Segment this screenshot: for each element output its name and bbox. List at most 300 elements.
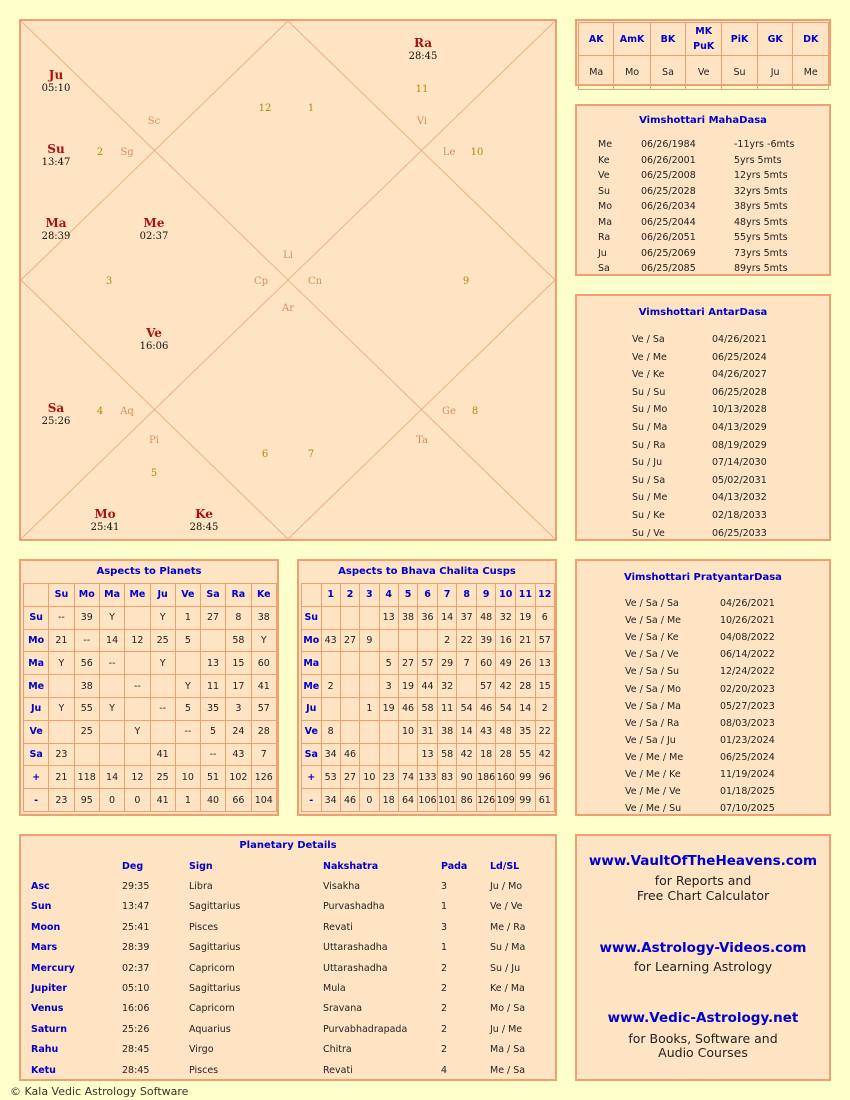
planetary-cell: Sagittarius (189, 983, 241, 994)
table-cell: Y (150, 606, 175, 629)
planetary-cell: 2 (441, 1003, 448, 1015)
table-cell: 44 (418, 675, 438, 698)
planetary-cell: Su / Ju (490, 962, 521, 974)
antardasa-row-cell: Su / Su (632, 386, 666, 398)
planetary-cell: Pisces (189, 921, 219, 933)
pratyantar-row-cell: 04/26/2021 (720, 598, 775, 609)
table-row (302, 766, 555, 789)
table-cell: 46 (340, 743, 359, 766)
antardasa-row-cell: 04/13/2032 (712, 492, 767, 504)
vedic-link[interactable]: www.Vedic-Astrology.net (607, 1010, 799, 1026)
mahadasa-row-cell: 06/26/2001 (641, 154, 696, 166)
antardasa-row-cell: Ve / Me (632, 351, 667, 363)
table-row (302, 720, 555, 743)
table-cell: 27 (200, 606, 225, 629)
antardasa-row-cell: 10/13/2028 (712, 404, 767, 416)
table-cell: 109 (496, 789, 516, 812)
table-cell: 13 (379, 606, 398, 629)
table-row (302, 697, 555, 720)
table-cell (360, 675, 379, 698)
karakas-panel (575, 19, 831, 86)
table-cell (150, 675, 175, 698)
table-cell: 38 (251, 606, 276, 629)
karaka-label: AmK (614, 23, 650, 56)
planet-label: Ra (413, 36, 433, 50)
planet-name: Rahu (31, 1044, 59, 1056)
planetary-cell: Sagittarius (189, 901, 241, 913)
table-cell (125, 743, 150, 766)
karaka-label: AK (579, 23, 614, 56)
row-header: Ju (302, 697, 322, 720)
table-cell: 7 (251, 743, 276, 766)
planetary-header: Ld/SL (490, 861, 520, 872)
table-row (302, 652, 555, 675)
mahadasa-row-cell: 06/25/2008 (641, 170, 696, 181)
pratyantar-row-cell: 01/23/2024 (720, 734, 775, 746)
pratyantar-row-cell: Ve / Sa / Su (625, 666, 679, 678)
planetary-cell: Chitra (323, 1044, 352, 1056)
table-row (302, 675, 555, 698)
pratyantar-row-cell: 04/08/2022 (720, 632, 775, 644)
column-header: 6 (418, 584, 438, 607)
mahadasa-row-cell: -11yrs -6mts (734, 139, 795, 150)
antardasa-row-cell: Su / Ke (632, 510, 665, 521)
table-cell: 102 (226, 766, 251, 789)
sign-label: Ar (281, 303, 295, 314)
karaka-label: BK (650, 23, 685, 56)
mahadasa-row-cell: 89yrs 5mts (734, 263, 788, 274)
mahadasa-row-cell: Me (598, 139, 613, 150)
table-cell: 12 (125, 629, 150, 652)
planetary-cell: Aquarius (189, 1023, 231, 1035)
birth-chart (21, 21, 555, 539)
table-cell: 118 (74, 766, 99, 789)
planetary-cell: Mo / Sa (490, 1003, 526, 1015)
planet-label: Mo (94, 507, 116, 521)
table-cell: 14 (457, 720, 476, 743)
table-row (24, 743, 277, 766)
pratyantar-row-cell: Ve / Sa / Ve (625, 649, 679, 661)
planetary-cell: 2 (441, 983, 448, 994)
table-cell (150, 720, 175, 743)
column-header: 2 (340, 584, 359, 607)
copyright-footer: © Kala Vedic Astrology Software (10, 1085, 189, 1098)
table-cell: 64 (398, 789, 417, 812)
table-cell: Y (125, 720, 150, 743)
table-cell: 40 (200, 789, 225, 812)
table-cell: 83 (437, 766, 457, 789)
planet-name: Ketu (31, 1064, 56, 1076)
pratyantar-row-cell: Ve / Sa / Mo (625, 683, 681, 695)
table-cell: 11 (437, 697, 457, 720)
table-cell (360, 606, 379, 629)
table-cell: 41 (150, 789, 175, 812)
table-cell: 2 (321, 675, 340, 698)
table-cell: 133 (418, 766, 438, 789)
row-header: Mo (24, 629, 49, 652)
table-cell: 9 (360, 629, 379, 652)
table-cell: 41 (251, 675, 276, 698)
mahadasa-row-cell: 06/25/2085 (641, 263, 696, 274)
row-header: - (24, 789, 49, 812)
planetary-cell: Uttarashadha (323, 962, 388, 974)
table-cell: Y (49, 652, 74, 675)
planetary-cell: 28:39 (122, 942, 150, 954)
table-row (24, 652, 277, 675)
planet-label: Me (143, 216, 165, 230)
planet-degree: 25:26 (41, 416, 71, 427)
planetary-cell: Sravana (323, 1003, 363, 1015)
table-cell: 57 (251, 697, 276, 720)
column-header: 7 (437, 584, 457, 607)
house-number: 10 (470, 147, 484, 158)
table-cell: 6 (535, 606, 554, 629)
table-cell: 24 (226, 720, 251, 743)
pratyantar-row-cell: 01/18/2025 (720, 786, 775, 798)
row-header: Su (302, 606, 322, 629)
table-cell: 160 (496, 766, 516, 789)
planetary-cell: 05:10 (122, 983, 150, 994)
pratyantar-row-cell: 10/26/2021 (720, 615, 775, 627)
house-number: 5 (150, 468, 158, 479)
planet-name: Sun (31, 901, 52, 913)
table-cell: 1 (175, 789, 200, 812)
table-cell: 17 (226, 675, 251, 698)
sign-label: Sc (147, 116, 161, 127)
mahadasa-row-cell: Mo (598, 201, 613, 212)
house-number: 7 (307, 449, 315, 460)
column-header: 4 (379, 584, 398, 607)
table-cell: -- (99, 652, 124, 675)
birth-chart-panel (19, 19, 557, 541)
planet-name: Mars (31, 942, 58, 954)
table-cell: 41 (150, 743, 175, 766)
table-cell: 106 (418, 789, 438, 812)
table-cell (74, 743, 99, 766)
pratyantar-row-cell: Ve / Me / Su (625, 803, 682, 815)
planetary-cell: 16:06 (122, 1003, 150, 1015)
table-cell: 48 (496, 720, 516, 743)
table-cell: 12 (125, 766, 150, 789)
planetary-cell: Uttarashadha (323, 942, 388, 954)
planet-degree: 16:06 (139, 341, 169, 352)
column-header: Ju (150, 584, 175, 607)
table-cell (340, 606, 359, 629)
house-number: 1 (307, 103, 315, 114)
planetary-details-panel (19, 834, 557, 1081)
column-header: 8 (457, 584, 476, 607)
planetary-cell: Me / Ra (490, 921, 526, 933)
planetary-cell: Ke / Ma (490, 983, 525, 994)
aspects-planets-panel (19, 559, 279, 816)
column-header: Sa (200, 584, 225, 607)
pratyantar-row-cell: 02/20/2023 (720, 683, 775, 695)
table-row (302, 789, 555, 812)
column-header: Ke (251, 584, 276, 607)
mahadasa-row-cell: 06/25/2028 (641, 185, 696, 197)
column-header (302, 584, 322, 607)
planet-degree: 28:39 (41, 231, 71, 242)
table-cell: 54 (457, 697, 476, 720)
column-header: 11 (516, 584, 535, 607)
table-cell: 18 (379, 789, 398, 812)
planetary-cell: 1 (441, 942, 448, 954)
antardasa-row-cell: 02/18/2033 (712, 510, 767, 521)
table-cell: 27 (340, 766, 359, 789)
column-header: 12 (535, 584, 554, 607)
table-cell: 46 (398, 697, 417, 720)
table-cell: 15 (226, 652, 251, 675)
table-cell: Y (150, 652, 175, 675)
column-header: Mo (74, 584, 99, 607)
table-cell: 5 (175, 629, 200, 652)
house-number: 2 (96, 147, 104, 158)
table-cell (340, 652, 359, 675)
table-cell: 7 (457, 652, 476, 675)
mahadasa-row-cell: 38yrs 5mts (734, 201, 788, 212)
column-header: 1 (321, 584, 340, 607)
antardasa-row-cell: 06/25/2028 (712, 386, 767, 398)
karaka-value: Ma (579, 56, 614, 90)
table-cell: 18 (476, 743, 496, 766)
table-cell: 27 (340, 629, 359, 652)
table-cell: -- (200, 743, 225, 766)
table-cell: Y (251, 629, 276, 652)
table-cell: 26 (516, 652, 535, 675)
planetary-header: Nakshatra (323, 861, 379, 872)
planet-name: Asc (31, 881, 50, 892)
table-cell: 3 (379, 675, 398, 698)
table-row (302, 606, 555, 629)
planetary-cell: Visakha (323, 881, 361, 892)
table-cell: 0 (125, 789, 150, 812)
planetary-cell: Ju / Mo (490, 881, 523, 892)
row-header: Ju (24, 697, 49, 720)
column-header: Ve (175, 584, 200, 607)
mahadasa-row-cell: Su (598, 185, 611, 197)
table-cell: 13 (418, 743, 438, 766)
column-header: Su (49, 584, 74, 607)
table-cell: 55 (74, 697, 99, 720)
table-cell: 95 (74, 789, 99, 812)
antardasa-title: Vimshottari AntarDasa (638, 307, 768, 318)
table-cell: 32 (496, 606, 516, 629)
table-cell: 13 (200, 652, 225, 675)
antardasa-row-cell: 04/26/2027 (712, 369, 767, 381)
column-header: 3 (360, 584, 379, 607)
table-row (24, 766, 277, 789)
karaka-label: DK (793, 23, 829, 56)
mahadasa-row-cell: 55yrs 5mts (734, 232, 788, 243)
pratyantar-row-cell: Ve / Sa / Ju (625, 734, 676, 746)
planet-name: Jupiter (31, 983, 68, 994)
planet-degree: 25:41 (90, 522, 120, 533)
karaka-value: Mo (614, 56, 650, 90)
antardasa-row-cell: 05/02/2031 (712, 474, 767, 486)
table-cell: 25 (74, 720, 99, 743)
antardasa-row-cell: 06/25/2033 (712, 527, 767, 539)
table-cell: 46 (340, 789, 359, 812)
table-cell: 14 (437, 606, 457, 629)
karaka-value: Su (722, 56, 758, 90)
row-header: - (302, 789, 322, 812)
table-cell: 38 (74, 675, 99, 698)
table-cell: 28 (251, 720, 276, 743)
antardasa-row-cell: Su / Mo (632, 404, 668, 416)
table-cell: 86 (457, 789, 476, 812)
table-cell: 104 (251, 789, 276, 812)
pratyantar-row-cell: 12/24/2022 (720, 666, 775, 678)
antardasa-row-cell: 06/25/2024 (712, 351, 767, 363)
table-cell (49, 720, 74, 743)
table-cell: 39 (74, 606, 99, 629)
table-cell: 39 (476, 629, 496, 652)
table-row (302, 743, 555, 766)
mahadasa-row-cell: 73yrs 5mts (734, 247, 788, 259)
planetary-cell: Ma / Sa (490, 1044, 526, 1056)
antardasa-row-cell: 07/14/2030 (712, 457, 767, 469)
karaka-value: Ve (686, 56, 722, 90)
house-number: 12 (258, 103, 272, 114)
table-cell: 5 (200, 720, 225, 743)
aspects-planets-table (23, 583, 277, 812)
table-cell: -- (74, 629, 99, 652)
table-cell: 49 (496, 652, 516, 675)
table-cell (99, 720, 124, 743)
row-header: Me (24, 675, 49, 698)
sign-label: Pi (149, 435, 159, 446)
table-cell: 58 (418, 697, 438, 720)
table-cell (418, 629, 438, 652)
row-header: + (24, 766, 49, 789)
planetary-cell: 4 (441, 1064, 448, 1076)
antardasa-row-cell: Su / Ve (632, 527, 665, 539)
table-cell: 99 (516, 789, 535, 812)
pratyantar-row-cell: 05/27/2023 (720, 700, 775, 712)
videos-link[interactable]: www.Astrology-Videos.com (599, 940, 807, 956)
planetary-cell: Ju / Me (490, 1023, 523, 1035)
planetary-cell: Me / Sa (490, 1064, 526, 1076)
planetary-cell: 13:47 (122, 901, 150, 913)
column-header: 9 (476, 584, 496, 607)
table-cell (360, 652, 379, 675)
table-cell: 10 (175, 766, 200, 789)
table-cell: 21 (49, 766, 74, 789)
table-cell: 22 (535, 720, 554, 743)
table-cell: 10 (360, 766, 379, 789)
mahadasa-row-cell: 06/26/2051 (641, 232, 696, 243)
vault-desc-1: for Reports and (654, 873, 752, 888)
table-cell: 186 (476, 766, 496, 789)
table-cell: 14 (99, 629, 124, 652)
table-cell: 23 (49, 743, 74, 766)
column-header: Ra (226, 584, 251, 607)
table-cell (175, 743, 200, 766)
table-cell (321, 652, 340, 675)
table-cell: 22 (457, 629, 476, 652)
table-cell: 56 (74, 652, 99, 675)
table-cell: 5 (379, 652, 398, 675)
mahadasa-row-cell: Ra (598, 232, 611, 243)
karakas-table (578, 22, 829, 90)
pratyantar-row-cell: Ve / Me / Ve (625, 786, 681, 798)
table-cell (360, 720, 379, 743)
table-cell: 14 (516, 697, 535, 720)
row-header: Ma (24, 652, 49, 675)
pratyantar-row-cell: Ve / Sa / Sa (625, 598, 679, 609)
table-cell: 57 (535, 629, 554, 652)
table-cell (200, 629, 225, 652)
table-cell: 46 (476, 697, 496, 720)
planetary-cell: 28:45 (122, 1044, 150, 1056)
table-cell (398, 629, 417, 652)
mahadasa-title: Vimshottari MahaDasa (639, 115, 767, 126)
table-cell: 14 (99, 766, 124, 789)
table-cell: 101 (437, 789, 457, 812)
row-header: Ve (302, 720, 322, 743)
table-cell: 90 (457, 766, 476, 789)
table-cell: -- (150, 697, 175, 720)
vedic-desc-1: for Books, Software and (628, 1031, 778, 1046)
antardasa-row-cell: Su / Ma (632, 422, 668, 433)
pratyantar-row-cell: 08/03/2023 (720, 717, 775, 729)
table-cell: 23 (49, 789, 74, 812)
row-header: Mo (302, 629, 322, 652)
pratyantar-title: Vimshottari PratyantarDasa (624, 572, 782, 583)
table-cell: 99 (516, 766, 535, 789)
table-cell: 35 (200, 697, 225, 720)
sign-label: Cn (307, 276, 323, 287)
antardasa-row-cell: Su / Me (632, 492, 668, 504)
pratyantar-row-cell: 11/19/2024 (720, 769, 775, 780)
table-cell: 60 (476, 652, 496, 675)
planet-name: Moon (31, 921, 61, 933)
table-cell: 43 (321, 629, 340, 652)
pratyantar-row-cell: 06/14/2022 (720, 649, 775, 661)
planetary-cell: 1 (441, 901, 448, 913)
pratyantar-row-cell: Ve / Me / Ke (625, 769, 681, 780)
table-cell: 37 (457, 606, 476, 629)
table-cell: 61 (535, 789, 554, 812)
planetary-cell: Purvashadha (323, 901, 385, 913)
antardasa-row-cell: Ve / Sa (632, 334, 665, 345)
mahadasa-row-cell: Ju (598, 247, 607, 259)
table-cell: 19 (516, 606, 535, 629)
planetary-cell: Virgo (189, 1044, 214, 1056)
planet-label: Ju (48, 68, 64, 82)
table-cell: 126 (251, 766, 276, 789)
table-cell (360, 743, 379, 766)
table-cell: 43 (476, 720, 496, 743)
table-cell: 25 (150, 629, 175, 652)
table-cell: 38 (398, 606, 417, 629)
house-number: 4 (96, 406, 104, 417)
planetary-cell: Revati (323, 1064, 353, 1076)
table-cell: 1 (360, 697, 379, 720)
pratyantar-row-cell: Ve / Me / Me (625, 751, 684, 763)
karaka-label: PiK (722, 23, 758, 56)
table-cell: Y (99, 606, 124, 629)
planet-degree: 28:45 (189, 522, 219, 533)
vault-link[interactable]: www.VaultOfTheHeavens.com (588, 853, 818, 869)
vault-desc-2: Free Chart Calculator (636, 888, 770, 903)
table-cell (340, 720, 359, 743)
table-cell (379, 720, 398, 743)
sign-label: Ta (416, 435, 428, 446)
table-cell: -- (125, 675, 150, 698)
planetary-cell: 2 (441, 962, 448, 974)
table-cell: 34 (321, 789, 340, 812)
